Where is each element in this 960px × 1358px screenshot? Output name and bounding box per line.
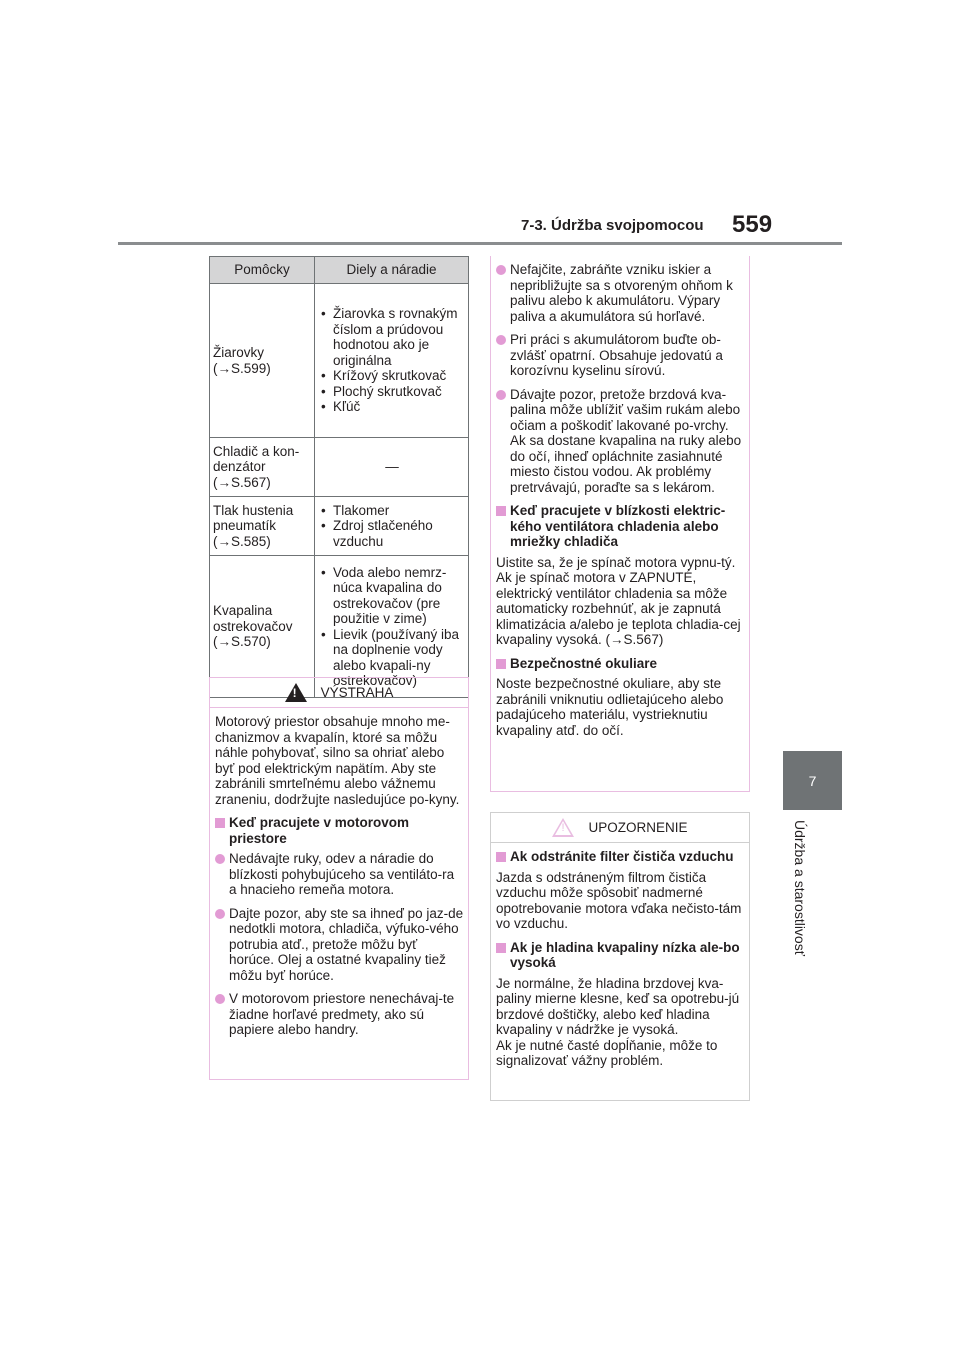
page-number: 559	[732, 211, 773, 238]
parts-table	[209, 256, 469, 698]
list-item: • Plochý skrutkovač	[319, 384, 465, 400]
warning-text: Uistite sa, že je spínač motora vypnu-tý. Ak je spínač motora v ZAPNUTÉ, elektrický ventilátor chladenia sa môže automaticky rozbehnúť, ak je zapnutá klimatizácia a/alebo je teplota chladia-cej kvapaliny vysoká. (→S.567)	[496, 554, 741, 647]
warning-box-continued	[490, 256, 750, 792]
list-item: • Voda alebo nemrz-núca kvapalina do ostrekovačov (pre použitie v zime)	[319, 565, 465, 627]
warning-bullet: V motorovom priestore nenechávaj-te žiadne horľavé predmety, ako sú papiere alebo handry.	[215, 991, 464, 1038]
notice-heading: Ak odstránite filter čističa vzduchu	[496, 849, 745, 865]
table-cell-tools: —	[315, 438, 469, 497]
warning-title: VÝSTRAHA	[320, 685, 394, 700]
table-cell-item: Tlak hustenia pneumatík (→S.585)	[210, 497, 315, 556]
table-header-row	[210, 257, 469, 284]
warning-bullet: Nefajčite, zabráňte vzniku iskier a nepribližujte sa s otvoreným ohňom k palivu alebo k akumulátoru. Výpary paliva a akumulátora sú horľavé.	[496, 262, 745, 324]
table-header: Diely a náradie	[315, 257, 469, 284]
warning-box	[209, 677, 469, 1080]
warning-bullet: Nedávajte ruky, odev a náradie do blízkosti pohybujúceho sa ventiláto-ra a hnacieho remeňa motora.	[215, 851, 464, 898]
warning-bullet: Dajte pozor, aby ste sa ihneď po jaz-de nedotkli motora, chladiča, výfuko-vého potrubia atď., pretože môžu byť horúce. Olej a ostatné kvapaliny tiež môžu byť horúce.	[215, 906, 464, 984]
table-header: Pomôcky	[210, 257, 315, 284]
warning-heading: Keď pracujete v motorovom priestore	[215, 815, 464, 846]
warning-text: Noste bezpečnostné okuliare, aby ste zabránili vniknutiu odlietajúceho alebo padajúceho materiálu, vystrieknutiu kvapaliny atď. do očí.	[496, 676, 724, 738]
notice-heading: Ak je hladina kvapaliny nízka ale-bo vysoká	[496, 940, 745, 971]
section-title: 7-3. Údržba svojpomocou	[521, 217, 704, 234]
table-cell-item: Chladič a kon- denzátor (→S.567)	[210, 438, 315, 497]
table-cell-item: Kvapalina ostrekovačov (→S.570)	[210, 556, 315, 698]
caution-triangle-icon	[552, 818, 574, 837]
warning-header	[210, 678, 468, 708]
table-row	[210, 497, 469, 556]
list-item: • Tlakomer	[319, 503, 465, 519]
table-row	[210, 438, 469, 497]
list-item: • Krížový skrutkovač	[319, 368, 465, 384]
warning-triangle-icon	[285, 683, 307, 702]
header-divider	[118, 242, 842, 245]
notice-text: Jazda s odstráneným filtrom čističa vzduchu môže spôsobiť nadmerné opotrebovanie motora vďaka nečisto-tám vo vzduchu.	[496, 869, 742, 931]
warning-heading: Keď pracujete v blízkosti elektric-kého ventilátora chladenia alebo mriežky chladiča	[496, 503, 745, 550]
warning-bullet: Dávajte pozor, pretože brzdová kva-palina môže ublížiť vašim rukám alebo očiam a poškodiť lakované po-vrchy. Ak sa dostane kvapalina na ruky alebo do očí, ihneď opláchnite zasiahnuté miesto čistou vodou. Ak problémy pretrvávajú, poraďte sa s lekárom.	[496, 387, 745, 496]
list-item: • Žiarovka s rovnakým číslom a prúdovou hodnotou ako je originálna	[319, 306, 465, 368]
warning-heading: Bezpečnostné okuliare	[496, 656, 745, 672]
table-row	[210, 284, 469, 438]
list-item: • Kľúč	[319, 399, 465, 415]
list-item: • Lievik (používaný iba na doplnenie vody alebo kvapali-ny ostrekovačov)	[319, 627, 465, 689]
list-item: • Zdroj stlačeného vzduchu	[319, 518, 465, 549]
chapter-title: Údržba a starostlivosť	[792, 820, 808, 956]
warning-bullet: Pri práci s akumulátorom buďte ob-zvlášť opatrní. Obsahuje jedovatú a korozívnu kyselinu sírovú.	[496, 332, 745, 379]
table-cell-tools	[315, 497, 469, 556]
notice-box	[490, 812, 750, 1101]
table-cell-item: Žiarovky (→S.599)	[210, 284, 315, 438]
table-cell-tools	[315, 284, 469, 438]
warning-intro: Motorový priestor obsahuje mnoho me-chanizmov a kvapalín, ktoré sa môžu náhle pohybovať, silno sa ohriať alebo byť pod elektrickým napätím. Aby ste zabránili smrteľnému alebo vážnemu zraneniu, dodržujte nasledujúce po-kyny.	[215, 714, 460, 807]
chapter-tab: 7	[783, 751, 842, 810]
notice-text: Je normálne, že hladina brzdovej kva-paliny mierne klesne, keď sa opotrebu-jú brzdové doštičky, alebo keď hladina kvapaliny v nádržke je vysoká. Ak je nutné časté dopĺňanie, môže to signalizovať vážny problém.	[496, 975, 740, 1068]
notice-title: UPOZORNENIE	[588, 820, 688, 835]
notice-header	[491, 813, 749, 843]
